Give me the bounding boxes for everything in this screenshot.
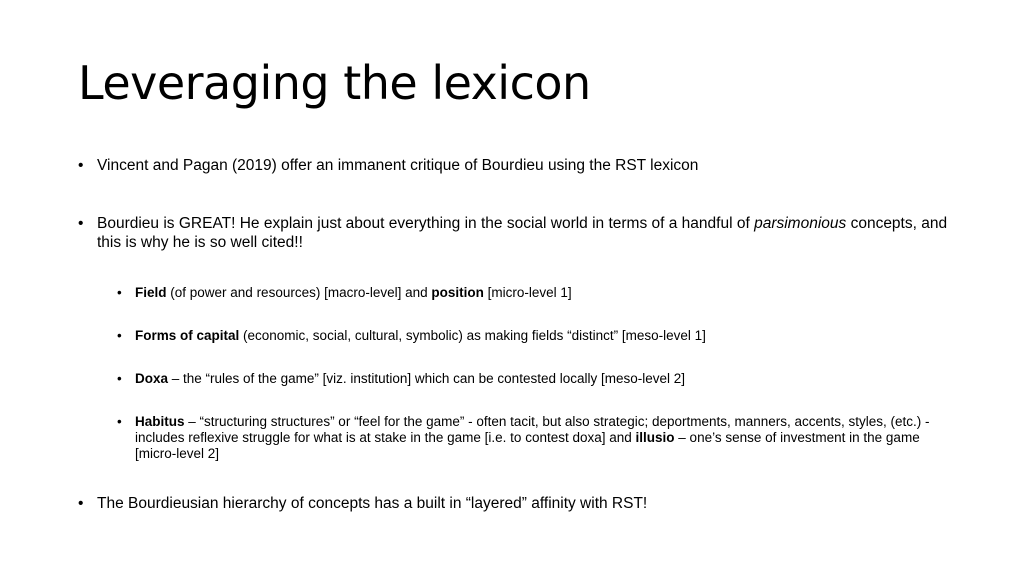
- bullet-text: Habitus – “structuring structures” or “feel for the game” - often tacit, but also strategic; deportments, manners, accents, styles, (etc.) - includes reflexive struggle for what is at stake in the game [i.e. to contest doxa] and illusio – one’s sense of investment in the game [micro-level 2]: [135, 414, 930, 461]
- term-illusio: illusio: [635, 430, 675, 445]
- term-doxa: Doxa: [135, 371, 169, 386]
- term-forms-of-capital: Forms of capital: [135, 328, 240, 343]
- bullet-dot: •: [78, 215, 84, 232]
- bullet-dot: •: [117, 328, 122, 343]
- bullet-text: Vincent and Pagan (2019) offer an immanent critique of Bourdieu using the RST lexicon: [97, 157, 699, 174]
- bullet-dot: •: [78, 157, 84, 174]
- term-field: Field: [135, 285, 167, 300]
- bullet-text: Doxa – the “rules of the game” [viz. institution] which can be contested locally [meso-level 2]: [135, 371, 686, 386]
- term-habitus: Habitus: [135, 414, 185, 429]
- bullet-text: The Bourdieusian hierarchy of concepts has a built in “layered” affinity with RST!: [97, 495, 648, 512]
- sub-bullet-item: [117, 328, 952, 344]
- sub-bullet-item: [117, 285, 952, 301]
- term-position: position: [431, 285, 484, 300]
- bullet-item: [78, 494, 948, 513]
- bullet-text: Field (of power and resources) [macro-level] and position [micro-level 1]: [135, 285, 572, 300]
- bullet-text: Bourdieu is GREAT! He explain just about everything in the social world in terms of a handful of parsimonious concepts, and this is why he is so well cited!!: [97, 215, 948, 251]
- bullet-item: [78, 156, 948, 175]
- emphasis-text: parsimonious: [754, 215, 847, 232]
- sub-bullet-item: [117, 414, 952, 462]
- bullet-item: [78, 214, 948, 252]
- bullet-dot: •: [117, 414, 122, 429]
- bullet-dot: •: [117, 285, 122, 300]
- sub-bullet-item: [117, 371, 952, 387]
- slide-title: Leveraging the lexicon: [78, 56, 591, 110]
- bullet-dot: •: [78, 495, 84, 512]
- bullet-text: Forms of capital (economic, social, cultural, symbolic) as making fields “distinct” [meso-level 1]: [135, 328, 706, 343]
- bullet-dot: •: [117, 371, 122, 386]
